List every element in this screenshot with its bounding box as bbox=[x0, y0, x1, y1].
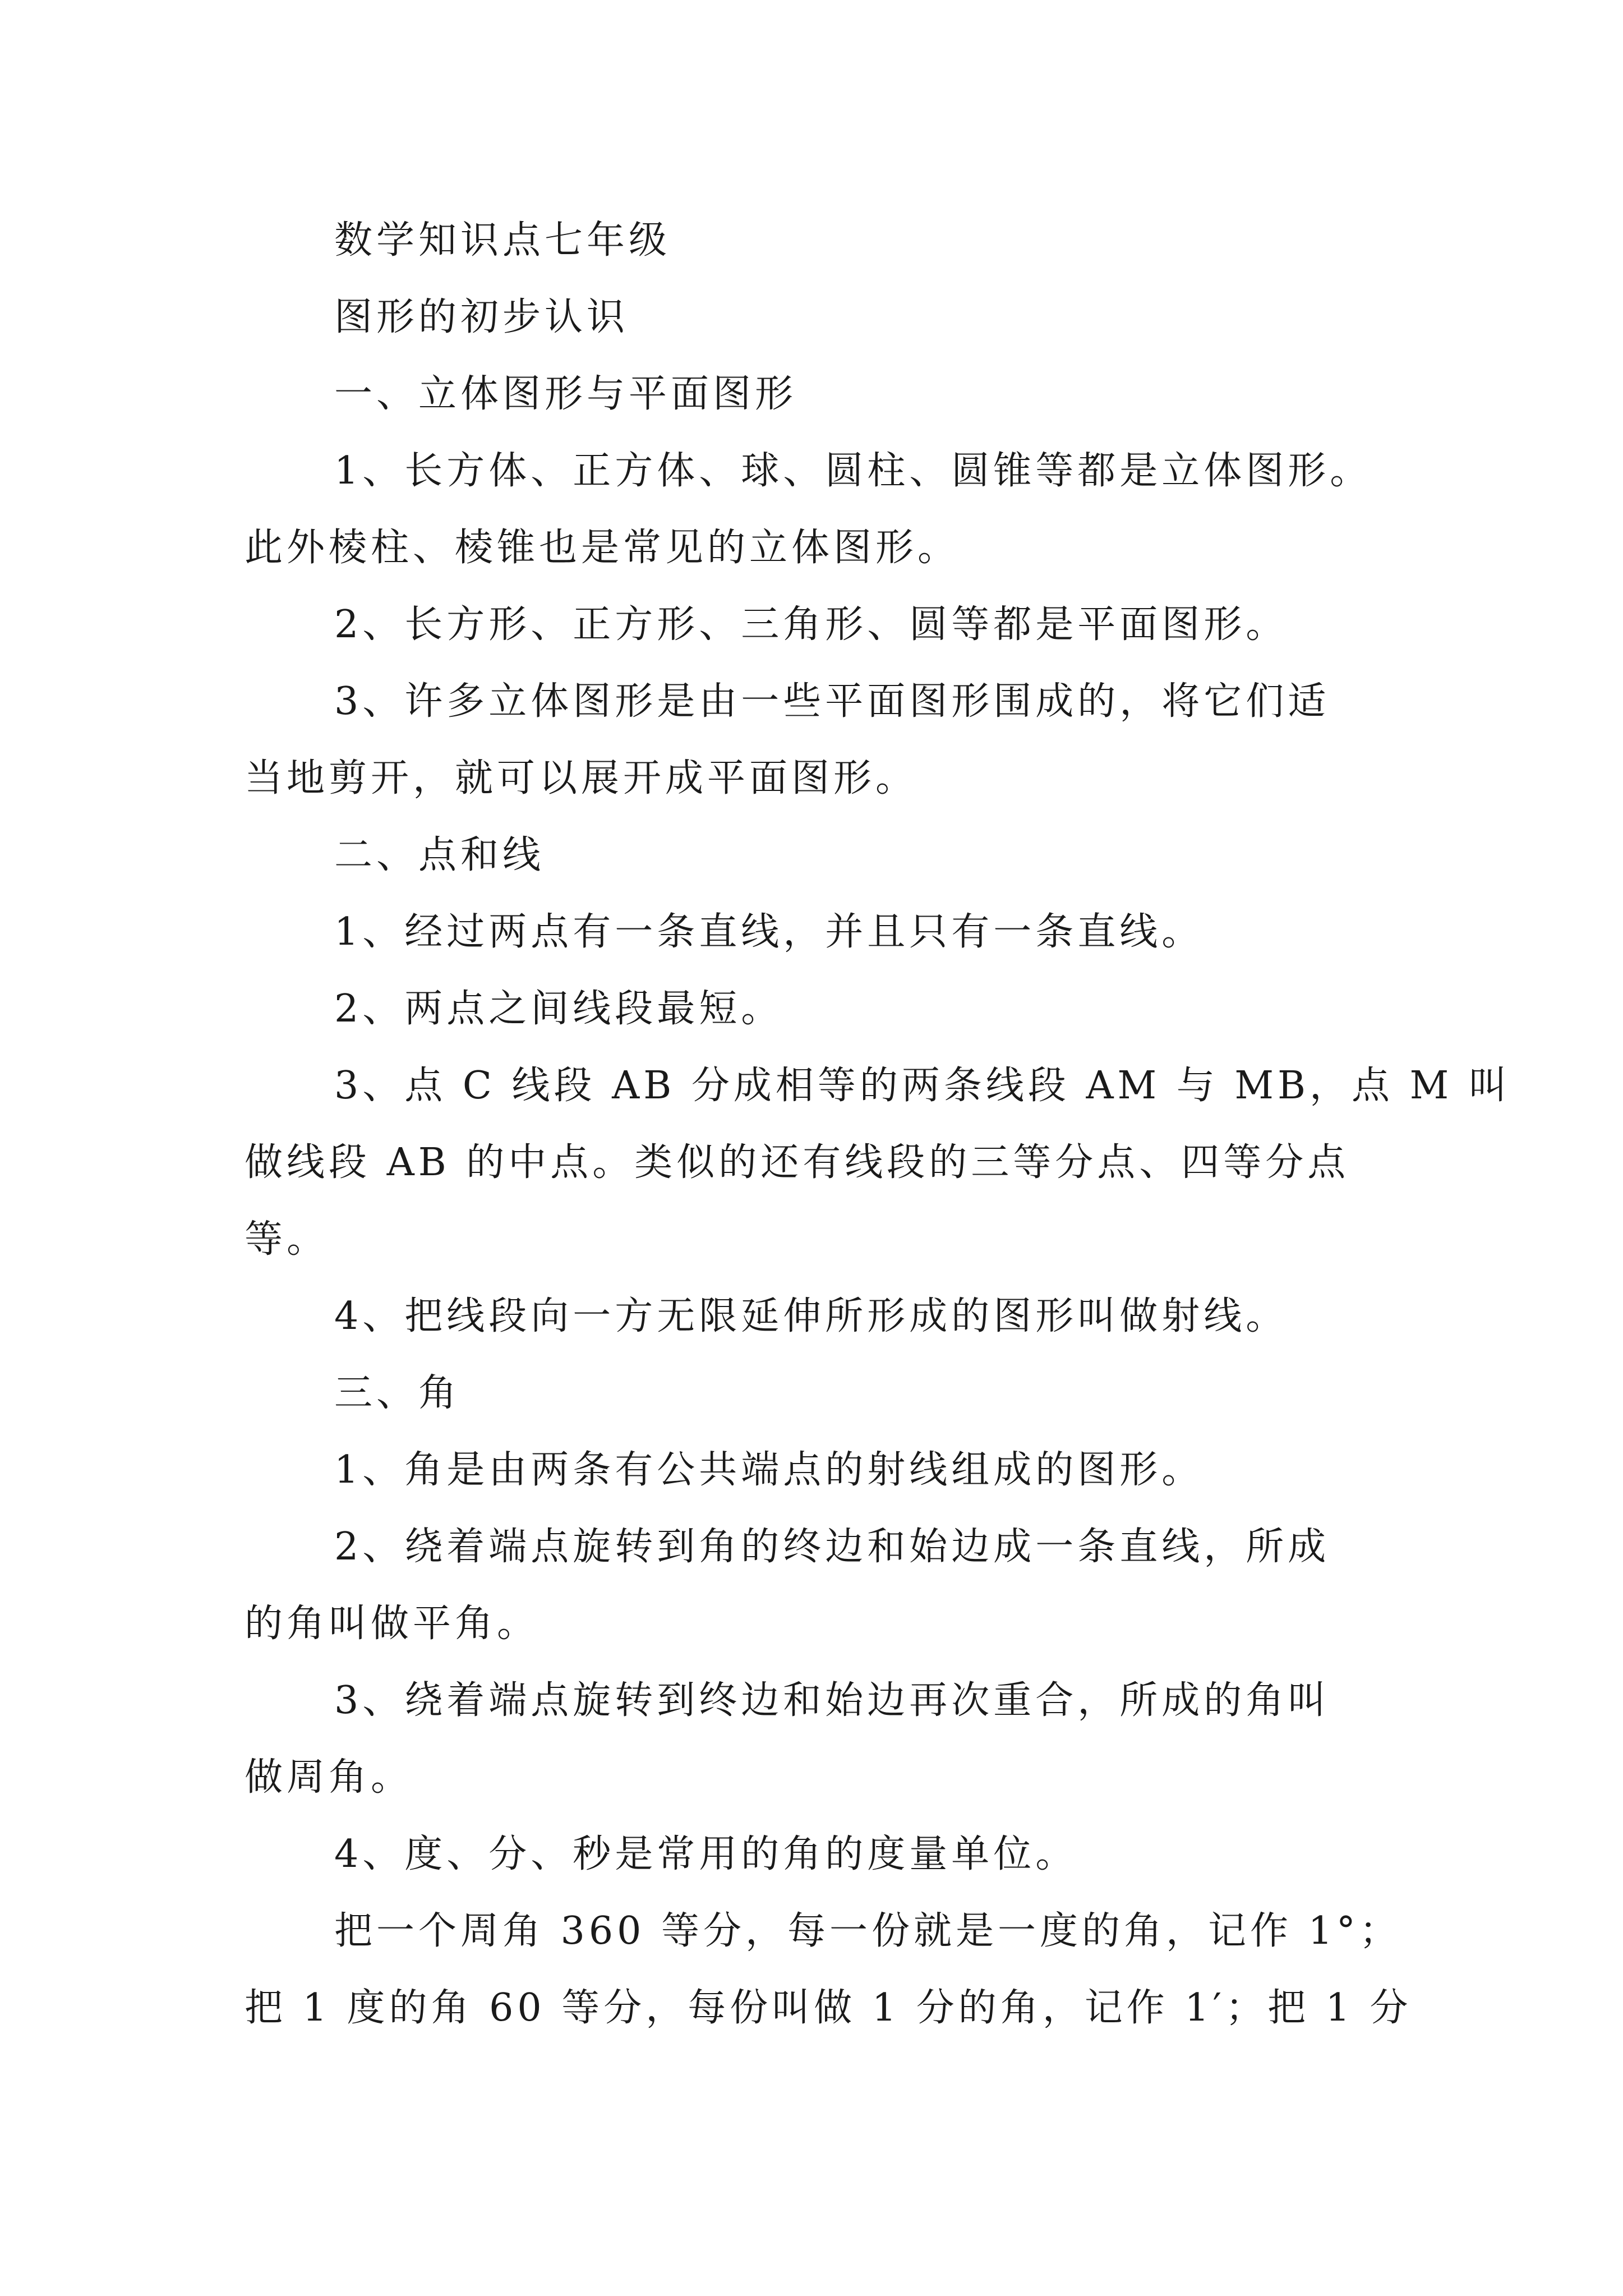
paragraph-line: 1、角是由两条有公共端点的射线组成的图形。 bbox=[334, 1448, 1204, 1492]
paragraph-line: 当地剪开，就可以展开成平面图形。 bbox=[245, 756, 918, 800]
paragraph-line: 2、两点之间线段最短。 bbox=[334, 987, 783, 1031]
paragraph-line: 4、度、分、秒是常用的角的度量单位。 bbox=[334, 1832, 1078, 1876]
paragraph-line: 做周角。 bbox=[245, 1755, 413, 1800]
paragraph-line: 2、长方形、正方形、三角形、圆等都是平面图形。 bbox=[334, 602, 1288, 647]
section-heading: 三、角 bbox=[334, 1371, 461, 1415]
paragraph-line: 的角叫做平角。 bbox=[245, 1602, 540, 1646]
section-heading: 二、点和线 bbox=[334, 833, 545, 877]
document-title: 数学知识点七年级 bbox=[334, 218, 671, 263]
chapter-heading: 图形的初步认识 bbox=[334, 295, 629, 339]
paragraph-line: 1、长方体、正方体、球、圆柱、圆锥等都是立体图形。 bbox=[334, 449, 1372, 493]
paragraph-line: 1、经过两点有一条直线，并且只有一条直线。 bbox=[334, 910, 1204, 954]
paragraph-line: 把一个周角 360 等分，每一份就是一度的角，记作 1°； bbox=[334, 1909, 1401, 1953]
paragraph-line: 4、把线段向一方无限延伸所形成的图形叫做射线。 bbox=[334, 1294, 1288, 1338]
paragraph-line: 3、点 C 线段 AB 分成相等的两条线段 AM 与 MB，点 M 叫 bbox=[334, 1064, 1511, 1108]
paragraph-line: 2、绕着端点旋转到角的终边和始边成一条直线，所成 bbox=[334, 1525, 1330, 1569]
paragraph-line: 3、许多立体图形是由一些平面图形围成的，将它们适 bbox=[334, 679, 1330, 724]
section-heading: 一、立体图形与平面图形 bbox=[334, 372, 797, 416]
paragraph-line: 等。 bbox=[245, 1217, 329, 1262]
paragraph-line: 此外棱柱、棱锥也是常见的立体图形。 bbox=[245, 526, 960, 570]
paragraph-line: 做线段 AB 的中点。类似的还有线段的三等分点、四等分点 bbox=[245, 1140, 1350, 1185]
paragraph-line: 把 1 度的角 60 等分，每份叫做 1 分的角，记作 1′；把 1 分 bbox=[245, 1986, 1412, 2030]
paragraph-line: 3、绕着端点旋转到终边和始边再次重合，所成的角叫 bbox=[334, 1678, 1330, 1723]
document-body bbox=[245, 202, 1511, 2046]
